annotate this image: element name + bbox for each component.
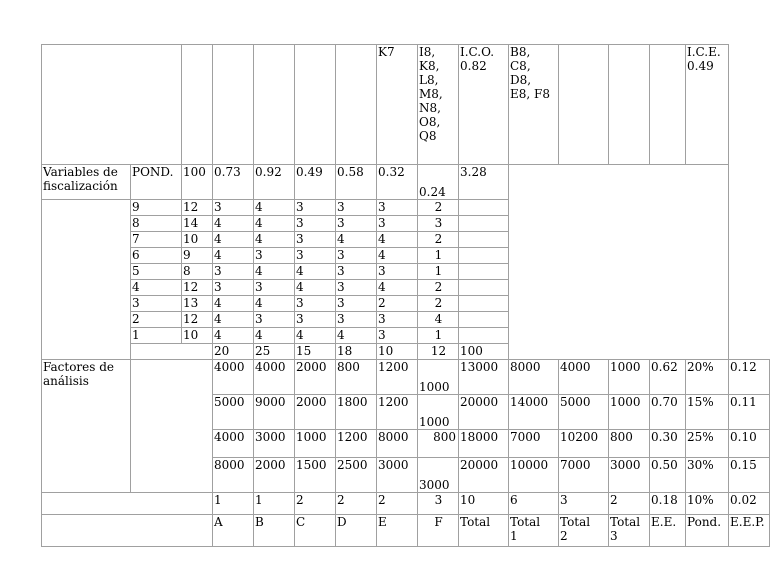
table-cell: 3 (254, 312, 295, 328)
table-cell: 5000 (559, 395, 609, 430)
header-k7: K7 (377, 45, 418, 165)
total-cell: 20 (213, 344, 254, 360)
header-ico: I.C.O. 0.82 (459, 45, 509, 165)
total-cell: 18 (336, 344, 377, 360)
table-cell: 3 (377, 264, 418, 280)
table-cell: 800 (336, 360, 377, 395)
table-cell: 3 (336, 280, 377, 296)
table-cell: 3 (295, 312, 336, 328)
table-cell: 2 (418, 280, 459, 296)
column-label: Total 1 (509, 515, 559, 547)
table-cell: 2000 (295, 395, 336, 430)
table-cell: 3 (295, 296, 336, 312)
table-cell: 3 (377, 216, 418, 232)
table-cell: 3 (336, 312, 377, 328)
table-cell: 1000 (295, 430, 336, 458)
table-cell: 0.12 (729, 360, 770, 395)
weight-cell: 0.24 (418, 165, 459, 200)
table-cell: 2 (377, 493, 418, 515)
table-cell: 25% (686, 430, 729, 458)
table-cell: 4 (377, 248, 418, 264)
total-cell: 25 (254, 344, 295, 360)
table-cell: 4000 (559, 360, 609, 395)
table-cell: 3 (559, 493, 609, 515)
table-cell: 14 (182, 216, 213, 232)
table-cell: 1000 (418, 395, 459, 430)
table-cell: 3 (295, 232, 336, 248)
table-cell: 0.70 (650, 395, 686, 430)
table-cell: 4 (213, 216, 254, 232)
column-label: Total (459, 515, 509, 547)
table-cell: 4 (377, 232, 418, 248)
table-cell: 1000 (609, 395, 650, 430)
summary-row (42, 493, 770, 515)
variables-label: Variables de fiscalización (42, 165, 131, 200)
column-label: E.E. (650, 515, 686, 547)
table-cell: 3 (418, 216, 459, 232)
table-cell: 3000 (609, 458, 650, 493)
table-cell: 5 (131, 264, 182, 280)
table-cell: 0.10 (729, 430, 770, 458)
table-cell: 4 (295, 328, 336, 344)
table-cell: 4 (213, 328, 254, 344)
table-cell: 13000 (459, 360, 509, 395)
column-label: F (418, 515, 459, 547)
table-cell: 4 (254, 216, 295, 232)
table-cell: 7000 (559, 458, 609, 493)
table-cell: 1 (418, 264, 459, 280)
table-cell: 0.15 (729, 458, 770, 493)
total-cell: 12 (418, 344, 459, 360)
column-label: D (336, 515, 377, 547)
table-cell: 3000 (254, 430, 295, 458)
total-cell: 100 (459, 344, 509, 360)
table-cell: 9000 (254, 395, 295, 430)
table-cell: 12 (182, 200, 213, 216)
table-cell: 2 (418, 200, 459, 216)
table-cell: 2 (418, 296, 459, 312)
weight-cell: 0.92 (254, 165, 295, 200)
column-label: B (254, 515, 295, 547)
table-cell: 4 (254, 232, 295, 248)
table-cell: 3 (131, 296, 182, 312)
table-cell: 4 (377, 280, 418, 296)
table-cell: 1200 (336, 430, 377, 458)
table-cell: 1 (131, 328, 182, 344)
table-cell: 3 (213, 200, 254, 216)
table-cell: 0.18 (650, 493, 686, 515)
column-label: Total 3 (609, 515, 650, 547)
table-cell: 12 (182, 312, 213, 328)
table-cell: 3 (213, 264, 254, 280)
table-cell: 3 (336, 264, 377, 280)
pond-label: POND. (131, 165, 182, 200)
table-cell: 2 (609, 493, 650, 515)
table-cell: 7000 (509, 430, 559, 458)
table-cell: 800 (418, 430, 459, 458)
weight-cell: 0.49 (295, 165, 336, 200)
table-cell: 10000 (509, 458, 559, 493)
header-i8-group: I8, K8, L8, M8, N8, O8, Q8 (418, 45, 459, 165)
table-cell: 1 (254, 493, 295, 515)
table-cell: 800 (609, 430, 650, 458)
table-cell: 2 (131, 312, 182, 328)
table-cell: 3 (254, 248, 295, 264)
table-cell: 4000 (254, 360, 295, 395)
table-cell: 3 (295, 248, 336, 264)
table-cell: 4 (336, 232, 377, 248)
table-cell: 3 (377, 200, 418, 216)
factores-label: Factores de análisis (42, 360, 131, 493)
table-cell: 15% (686, 395, 729, 430)
table-cell: 20% (686, 360, 729, 395)
table-cell: 4 (254, 296, 295, 312)
table-cell: 2 (336, 493, 377, 515)
table-cell: 4 (254, 264, 295, 280)
table-cell: 18000 (459, 430, 509, 458)
column-label: A (213, 515, 254, 547)
table-cell: 1000 (609, 360, 650, 395)
table-cell: 10% (686, 493, 729, 515)
table-cell: 1000 (418, 360, 459, 395)
table-cell: 0.62 (650, 360, 686, 395)
table-cell: 0.30 (650, 430, 686, 458)
table-cell: 3 (418, 493, 459, 515)
table-cell: 3 (213, 280, 254, 296)
table-cell: 4 (254, 328, 295, 344)
table-cell: 10200 (559, 430, 609, 458)
table-cell: 2 (377, 296, 418, 312)
weight-cell: 0.32 (377, 165, 418, 200)
table-cell: 1 (213, 493, 254, 515)
table-cell: 3 (336, 216, 377, 232)
column-label: Total 2 (559, 515, 609, 547)
table-cell: 2500 (336, 458, 377, 493)
table-cell: 2000 (295, 360, 336, 395)
table-cell: 8000 (377, 430, 418, 458)
column-label: C (295, 515, 336, 547)
table-cell: 0.02 (729, 493, 770, 515)
column-label: Pond. (686, 515, 729, 547)
table-cell: 10 (459, 493, 509, 515)
table-cell: 3000 (377, 458, 418, 493)
table-cell: 1200 (377, 360, 418, 395)
table-cell: 1 (418, 328, 459, 344)
table-cell: 1800 (336, 395, 377, 430)
table-cell: 2000 (254, 458, 295, 493)
table-cell: 4 (213, 232, 254, 248)
table-cell: 4000 (213, 430, 254, 458)
column-label: E.E.P. (729, 515, 770, 547)
table-cell: 4 (213, 296, 254, 312)
table-cell: 3 (377, 328, 418, 344)
table-cell: 1500 (295, 458, 336, 493)
table-cell: 2 (418, 232, 459, 248)
table-cell: 10 (182, 232, 213, 248)
table-cell: 9 (131, 200, 182, 216)
table-cell: 9 (182, 248, 213, 264)
table-cell: 3 (254, 280, 295, 296)
table-cell: 4 (418, 312, 459, 328)
column-label: E (377, 515, 418, 547)
pond-total: 100 (182, 165, 213, 200)
total-cell: 15 (295, 344, 336, 360)
table-cell: 4 (131, 280, 182, 296)
weight-cell: 3.28 (459, 165, 509, 200)
table-cell: 3 (336, 248, 377, 264)
variables-weight-row (42, 165, 770, 200)
header-ice: I.C.E. 0.49 (686, 45, 729, 165)
table-cell: 8 (182, 264, 213, 280)
weight-cell: 0.58 (336, 165, 377, 200)
table-cell: 4 (213, 312, 254, 328)
table-cell: 4 (254, 200, 295, 216)
table-cell: 12 (182, 280, 213, 296)
table-cell: 4 (295, 280, 336, 296)
table-cell: 4 (295, 264, 336, 280)
column-labels-row (42, 515, 770, 547)
table-cell: 1200 (377, 395, 418, 430)
table-cell: 2 (295, 493, 336, 515)
table-cell: 3 (295, 200, 336, 216)
table-cell: 4 (336, 328, 377, 344)
table-cell: 3 (336, 296, 377, 312)
table-cell: 20000 (459, 395, 509, 430)
factor-row (42, 360, 770, 395)
table-cell: 10 (182, 328, 213, 344)
table-cell: 6 (131, 248, 182, 264)
table-cell: 30% (686, 458, 729, 493)
table-cell: 8000 (509, 360, 559, 395)
total-cell: 10 (377, 344, 418, 360)
table-cell: 4 (213, 248, 254, 264)
table-cell: 13 (182, 296, 213, 312)
table-cell: 0.50 (650, 458, 686, 493)
table-cell: 5000 (213, 395, 254, 430)
header-b8-group: B8, C8, D8, E8, F8 (509, 45, 559, 165)
fiscalization-table (41, 44, 770, 547)
table-cell: 7 (131, 232, 182, 248)
table-cell: 0.11 (729, 395, 770, 430)
table-cell: 3 (336, 200, 377, 216)
table-cell: 6 (509, 493, 559, 515)
table-cell: 8 (131, 216, 182, 232)
table-cell: 4000 (213, 360, 254, 395)
table-cell: 20000 (459, 458, 509, 493)
table-cell: 3 (377, 312, 418, 328)
weight-cell: 0.73 (213, 165, 254, 200)
table-cell: 3000 (418, 458, 459, 493)
table-cell: 1 (418, 248, 459, 264)
header-row (42, 45, 770, 165)
table-cell: 8000 (213, 458, 254, 493)
table-cell: 14000 (509, 395, 559, 430)
table-cell: 3 (295, 216, 336, 232)
